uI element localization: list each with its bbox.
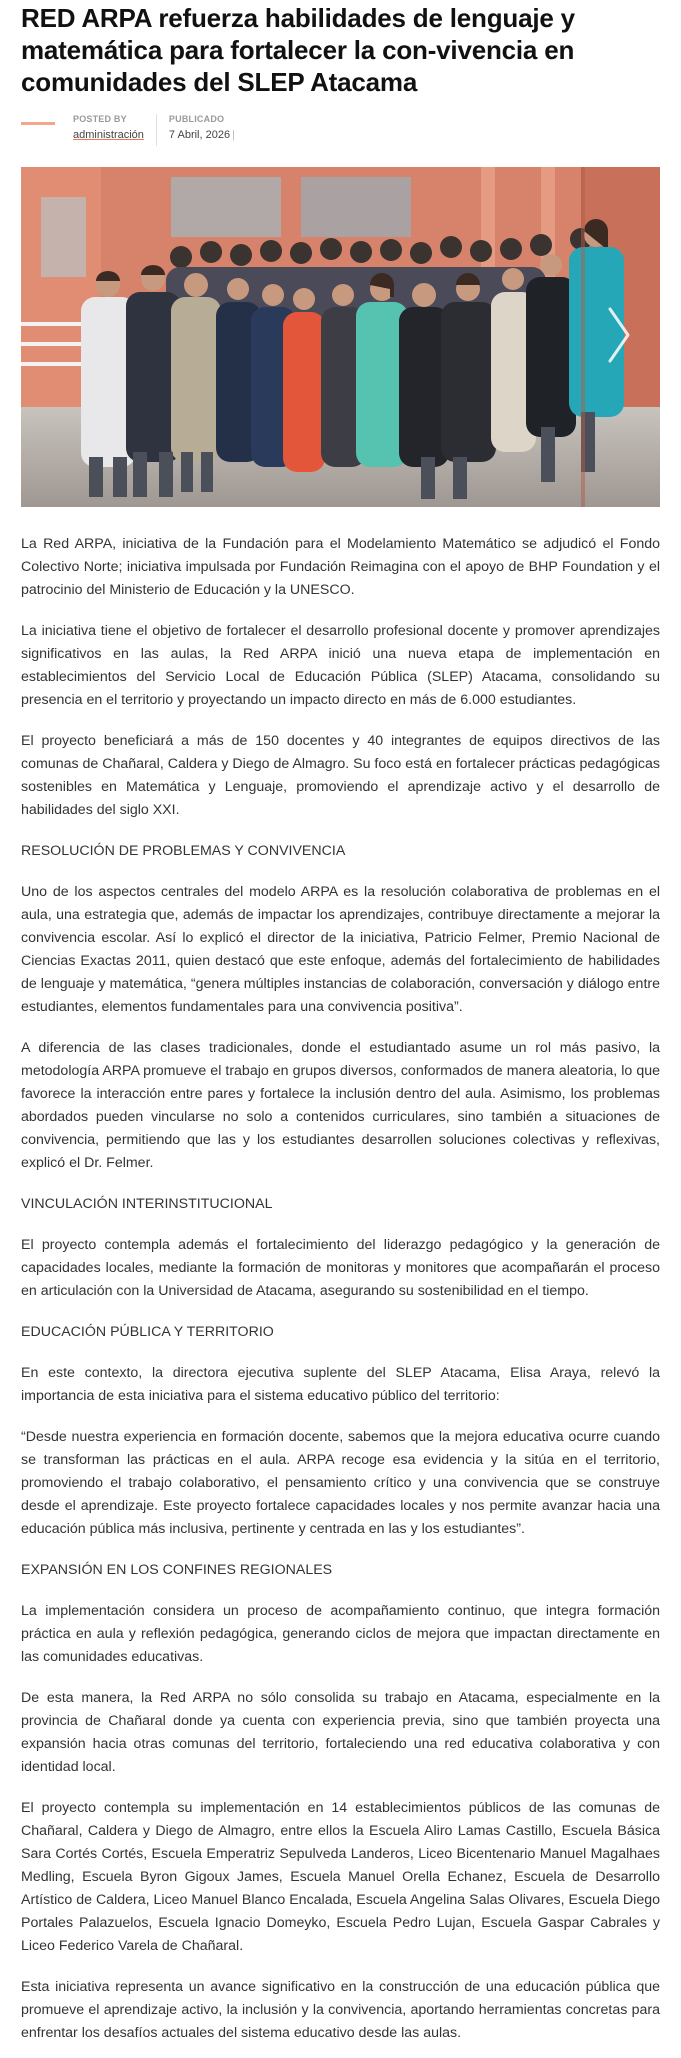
- article-meta: [21, 114, 660, 144]
- paragraph: El proyecto contempla además el fortalecimiento del liderazgo pedagógico y la generación de capacidades locales, mediante la formación de monitoras y monitores que acompañarán el proceso en articulación con la Universidad de Atacama, asegurando su sostenibilidad en el tiempo.: [21, 1237, 660, 1299]
- author-block: [73, 114, 156, 143]
- paragraph: De esta manera, la Red ARPA no sólo consolida su trabajo en Atacama, especialmente en la provincia de Chañaral donde ya cuenta con experiencia previa, sino que también proyecta una expansión hacia otras comunas del territorio, fortaleciendo una red educativa colaborativa y con identidad local.: [21, 1690, 660, 1775]
- group-photo-illustration: [21, 167, 660, 507]
- posted-by-label: POSTED BY: [73, 114, 127, 124]
- paragraph: En este contexto, la directora ejecutiva suplente del SLEP Atacama, Elisa Araya, relevó la importancia de esta iniciativa para el sistema educativo público del territorio:: [21, 1365, 660, 1404]
- date-separator: |: [232, 129, 235, 141]
- author-link[interactable]: administración: [73, 129, 144, 141]
- article-title: RED ARPA refuerza habilidades de lenguaje y matemática para fortalecer la con-vivencia en comunidades del SLEP Atacama: [21, 3, 575, 97]
- section-heading: VINCULACIÓN INTERINSTITUCIONAL: [21, 1196, 273, 1212]
- paragraph: A diferencia de las clases tradicionales, donde el estudiantado asume un rol más pasivo, la metodología ARPA promueve el trabajo en grupos diversos, conformados de manera aleatoria, lo que favorece la interacción entre pares y fortalece la inclusión dentro del aula. Asimismo, los problemas abordados pueden vincularse no solo a contenidos curriculares, sino también a situaciones de convivencia, permitiendo que las y los estudiantes desarrollen soluciones colectivas y reflexivas, explicó el Dr. Felmer.: [21, 1040, 660, 1171]
- published-label: PUBLICADO: [168, 114, 225, 124]
- paragraph: La implementación considera un proceso de acompañamiento continuo, que integra formación práctica en aula y reflexión pedagógica, generando ciclos de mejora que impactan directamente en las comunidades educativas.: [21, 1603, 660, 1665]
- accent-line: [21, 122, 55, 125]
- paragraph: La Red ARPA, iniciativa de la Fundación para el Modelamiento Matemático se adjudicó el Fondo Colectivo Norte; iniciativa impulsada por Fundación Reimagina con el apoyo de BHP Foundation y el patrocinio del Ministerio de Educación y la UNESCO.: [21, 536, 660, 598]
- section-heading: RESOLUCIÓN DE PROBLEMAS Y CONVIVENCIA: [21, 843, 346, 859]
- article-body: [21, 533, 660, 2045]
- paragraph: La iniciativa tiene el objetivo de fortalecer el desarrollo profesional docente y promover aprendizajes significativos en las aulas, la Red ARPA inició una nueva etapa de implementación en establecimientos del Servicio Local de Educación Pública (SLEP) Atacama, consolidando su presencia en el territorio y proyectando un impacto directo en más de 6.000 estudiantes.: [21, 623, 660, 708]
- quote-paragraph: “Desde nuestra experiencia en formación docente, sabemos que la mejora educativa ocurre cuando se transforman las prácticas en el aula. ARPA recoge esa evidencia y la sitúa en el territorio, promoviendo el trabajo colaborativo, el pensamiento crítico y una convivencia que se construye desde el aprendizaje. Este proyecto fortalece capacidades locales y nos permite avanzar hacia una educación pública más inclusiva, pertinente y centrada en las y los estudiantes”.: [21, 1429, 660, 1537]
- section-heading: EXPANSIÓN EN LOS CONFINES REGIONALES: [21, 1562, 333, 1578]
- paragraph: Uno de los aspectos centrales del modelo ARPA es la resolución colaborativa de problemas en el aula, una estrategia que, además de impactar los aprendizajes, contribuye directamente a mejorar la convivencia escolar. Así lo explicó el director de la iniciativa, Patricio Felmer, Premio Nacional de Ciencias Exactas 2011, quien destacó que este enfoque, además del fortalecimiento de habilidades de lenguaje y matemática, “genera múltiples instancias de colaboración, conversación y diálogo entre estudiantes, elementos fundamentales para una convivencia positiva”.: [21, 884, 660, 1015]
- paragraph: El proyecto beneficiará a más de 150 docentes y 40 integrantes de equipos directivos de las comunas de Chañaral, Caldera y Diego de Almagro. Su foco está en fortalecer prácticas pedagógicas sostenibles en Matemática y Lenguaje, promoviendo el aprendizaje activo y el desarrollo de habilidades del siglo XXI.: [21, 733, 660, 818]
- publish-date: 7 Abril, 2026: [168, 129, 231, 141]
- section-heading: EDUCACIÓN PÚBLICA Y TERRITORIO: [21, 1324, 274, 1340]
- paragraph: El proyecto contempla su implementación en 14 establecimientos públicos de las comunas de Chañaral, Caldera y Diego de Almagro, entre ellos la Escuela Aliro Lamas Castillo, Escuela Básica Sara Cortés Cortés, Escuela Emperatriz Sepulveda Landeros, Liceo Bicentenario Manuel Magalhaes Medling, Escuela Byron Gigoux James, Escuela Manuel Orella Echanez, Escuela de Desarrollo Artístico de Caldera, Liceo Manuel Blanco Encalada, Escuela Angelina Salas Olivares, Escuela Diego Portales Palazuelos, Escuela Ignacio Domeyko, Escuela Pedro Lujan, Escuela Gaspar Cabrales y Liceo Federico Varela de Chañaral.: [21, 1800, 660, 1954]
- publish-date-row: [169, 127, 235, 143]
- article-photo: [21, 167, 660, 507]
- paragraph: Esta iniciativa representa un avance significativo en la construcción de una educación pública que promueve el aprendizaje activo, la inclusión y la convivencia, aportando herramientas concretas para enfrentar los desafíos actuales del sistema educativo desde las aulas.: [21, 1979, 660, 2041]
- chevron-right-icon[interactable]: [606, 305, 632, 365]
- date-block: [169, 114, 247, 143]
- meta-divider: [156, 114, 157, 146]
